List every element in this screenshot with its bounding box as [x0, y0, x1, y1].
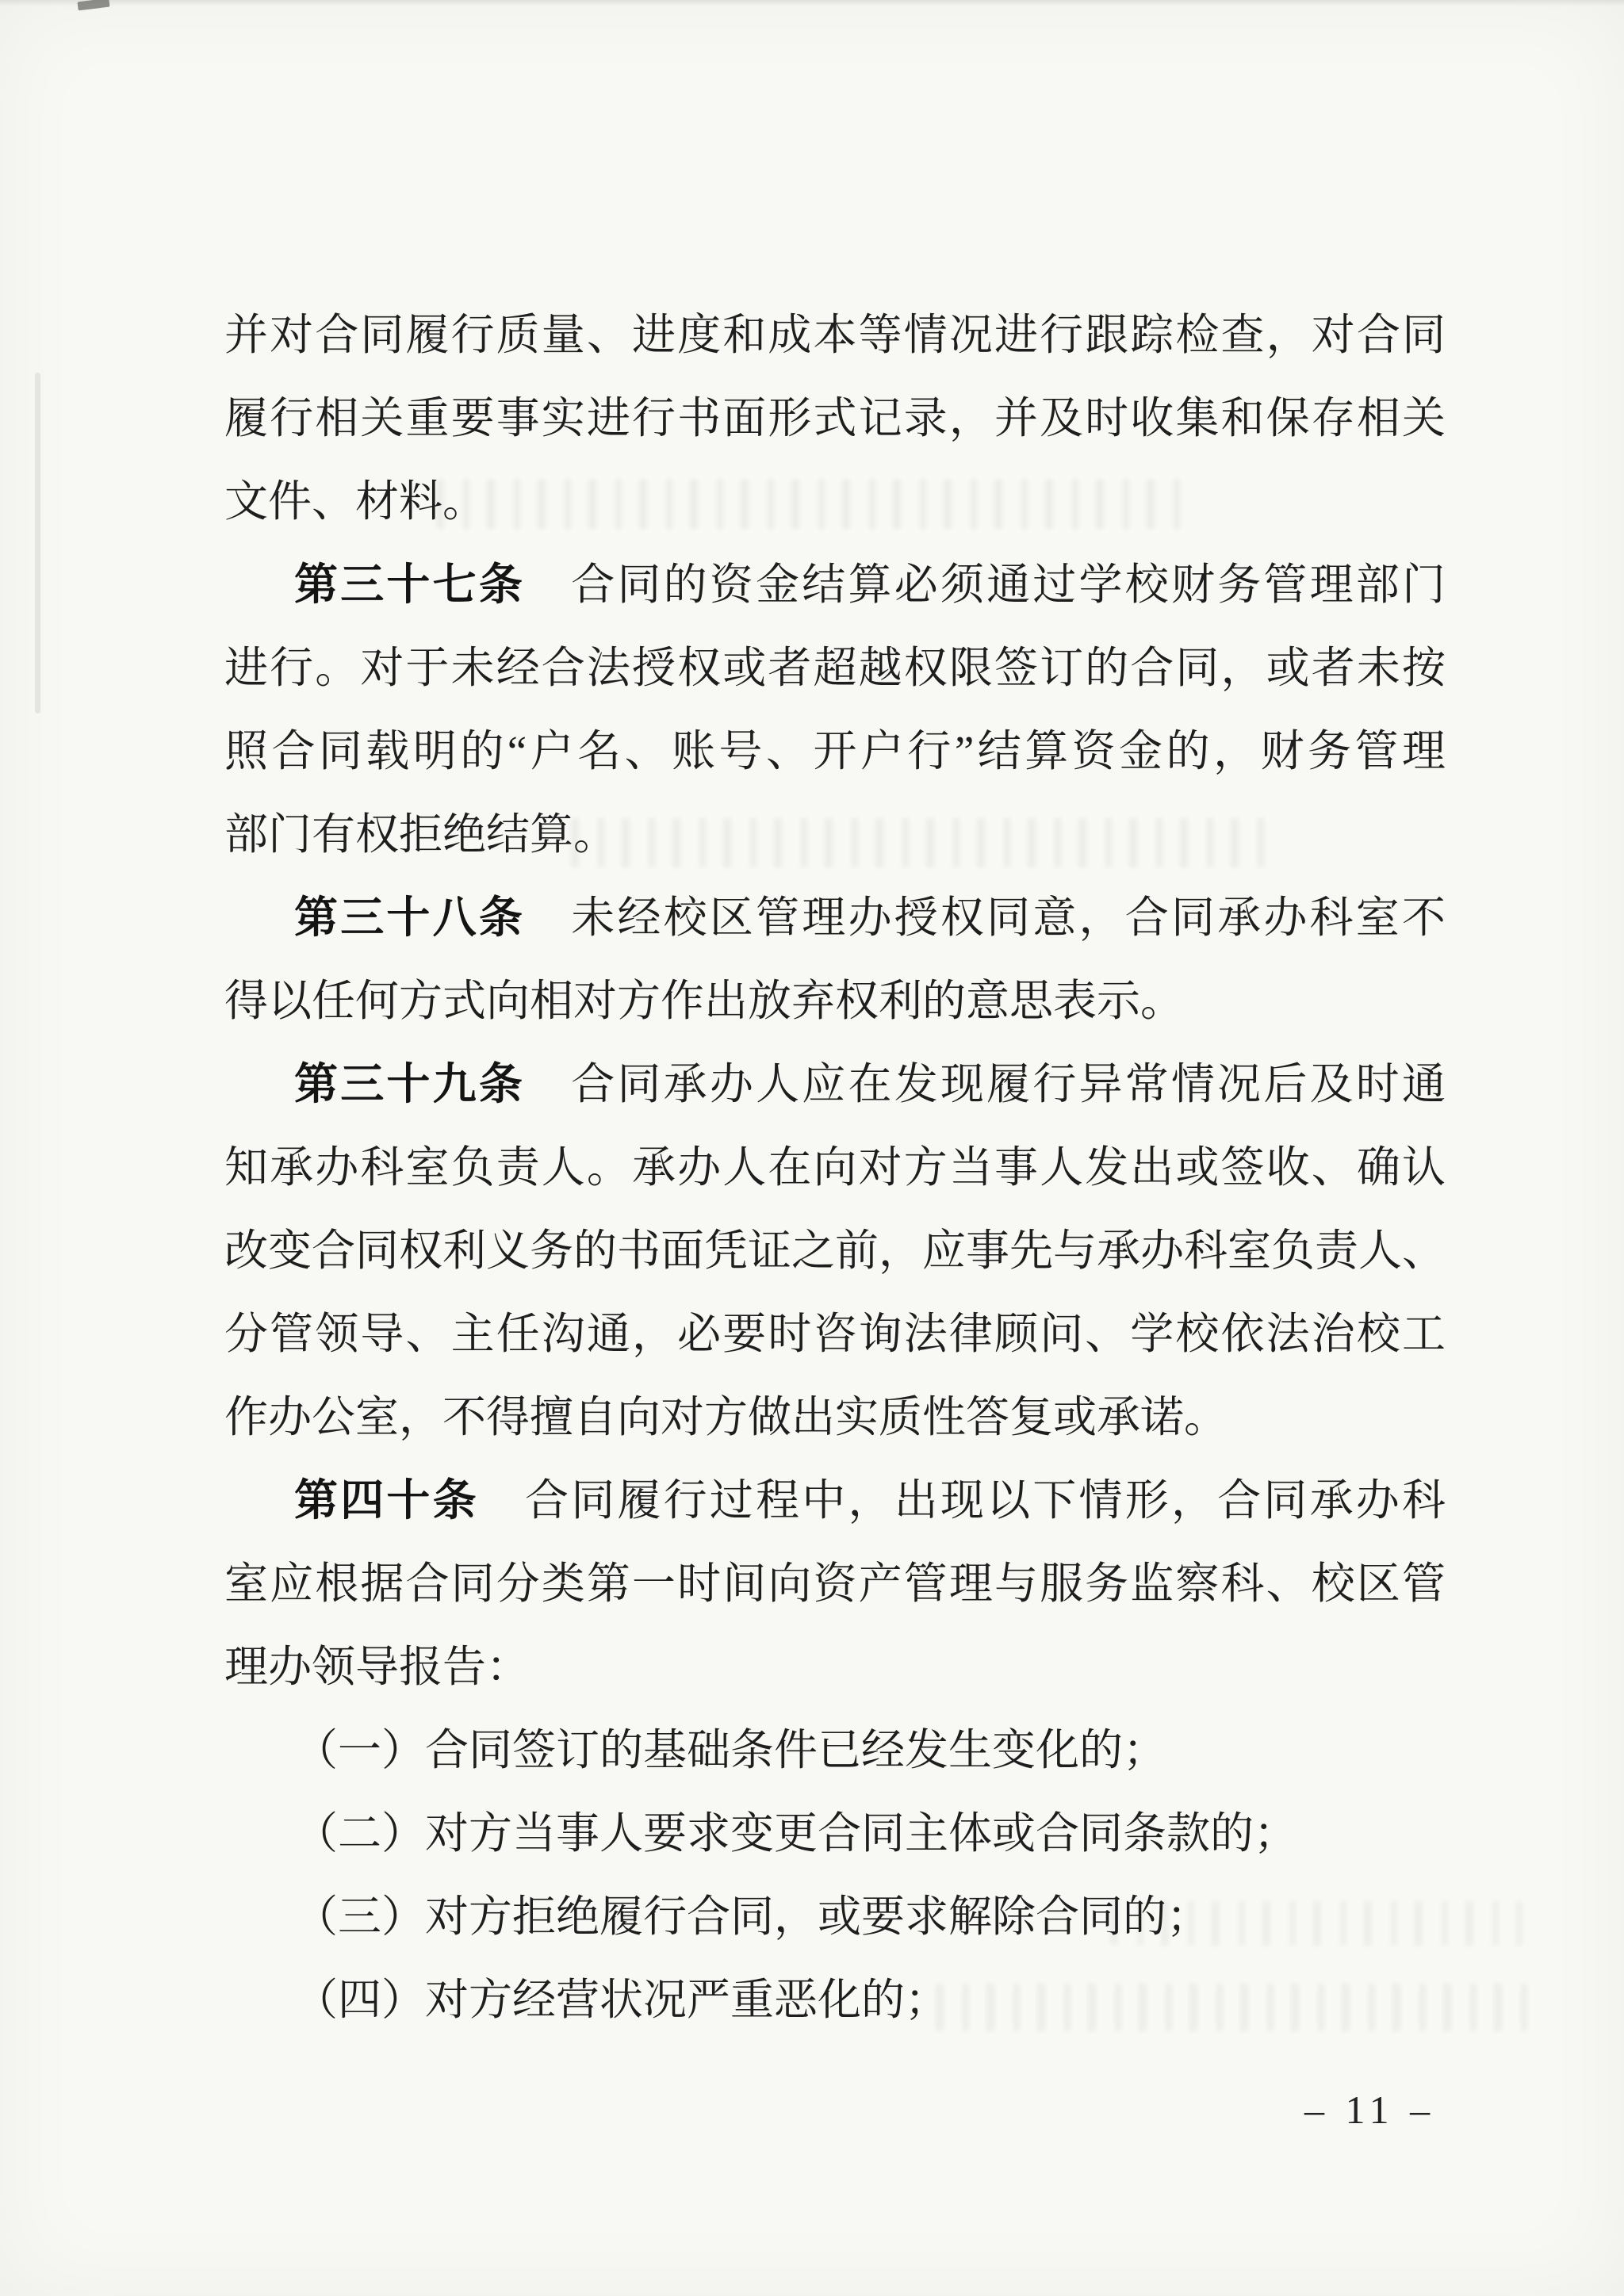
text-segment: 合同履行过程中，出现以下情形，合同承办科 — [478, 1476, 1446, 1525]
text-line — [224, 1875, 1446, 1958]
text-segment: （三）对方拒绝履行合同，或要求解除合同的； — [294, 1892, 1211, 1941]
text-line — [224, 710, 1446, 793]
text-line — [224, 543, 1446, 626]
text-line — [224, 626, 1446, 710]
text-segment: 作办公室，不得擅自向对方做出实质性答复或承诺。 — [224, 1393, 1228, 1441]
text-line — [224, 1126, 1446, 1209]
scan-artifact-mark — [77, 0, 109, 10]
text-segment: 合同的资金结算必须通过学校财务管理部门 — [525, 561, 1446, 609]
text-segment: 改变合同权利义务的书面凭证之前，应事先与承办科室负责人、 — [224, 1226, 1446, 1275]
text-line — [224, 1459, 1446, 1542]
article-number: 第三十八条 — [294, 894, 526, 942]
document-text-block — [224, 293, 1446, 2042]
article-number: 第四十条 — [294, 1476, 479, 1525]
text-line — [224, 1625, 1446, 1709]
page-number: – 11 – — [1304, 2087, 1436, 2132]
text-line — [224, 1292, 1446, 1376]
text-segment: 分管领导、主任沟通，必要时咨询法律顾问、学校依法治校工 — [224, 1310, 1446, 1358]
text-line — [224, 876, 1446, 959]
text-segment: 未经校区管理办授权同意，合同承办科室不 — [525, 894, 1446, 942]
text-line — [224, 460, 1446, 543]
text-segment: （二）对方当事人要求变更合同主体或合同条款的； — [294, 1809, 1298, 1858]
article-number: 第三十七条 — [294, 561, 526, 609]
text-line — [224, 1209, 1446, 1292]
text-segment: 照合同载明的“户名、账号、开户行”结算资金的，财务管理 — [224, 727, 1446, 775]
text-segment: 室应根据合同分类第一时间向资产管理与服务监察科、校区管 — [224, 1559, 1446, 1608]
scan-edge-streak — [35, 373, 40, 714]
text-segment: 履行相关重要事实进行书面形式记录，并及时收集和保存相关 — [224, 394, 1446, 442]
text-segment: （一）合同签订的基础条件已经发生变化的； — [294, 1726, 1167, 1774]
text-segment: 文件、材料。 — [224, 477, 487, 526]
text-line — [224, 1958, 1446, 2042]
text-segment: 进行。对于未经合法授权或者超越权限签订的合同，或者未按 — [224, 644, 1446, 692]
text-line — [224, 1792, 1446, 1875]
text-segment: 合同承办人应在发现履行异常情况后及时通 — [525, 1060, 1446, 1108]
text-segment: 知承办科室负责人。承办人在向对方当事人发出或签收、确认 — [224, 1143, 1446, 1192]
text-segment: 并对合同履行质量、进度和成本等情况进行跟踪检查，对合同 — [224, 311, 1446, 359]
text-segment: 理办领导报告： — [224, 1643, 530, 1691]
text-line — [224, 959, 1446, 1043]
text-line — [224, 1376, 1446, 1459]
text-line — [224, 1709, 1446, 1792]
text-line — [224, 293, 1446, 377]
text-segment: 得以任何方式向相对方作出放弃权利的意思表示。 — [224, 977, 1185, 1025]
text-segment: 部门有权拒绝结算。 — [224, 810, 618, 859]
text-line — [224, 1043, 1446, 1126]
text-segment: （四）对方经营状况严重恶化的； — [294, 1976, 949, 2024]
text-line — [224, 1542, 1446, 1625]
scan-edge-shadow — [0, 0, 1624, 6]
text-line — [224, 793, 1446, 876]
text-line — [224, 377, 1446, 460]
article-number: 第三十九条 — [294, 1060, 526, 1108]
